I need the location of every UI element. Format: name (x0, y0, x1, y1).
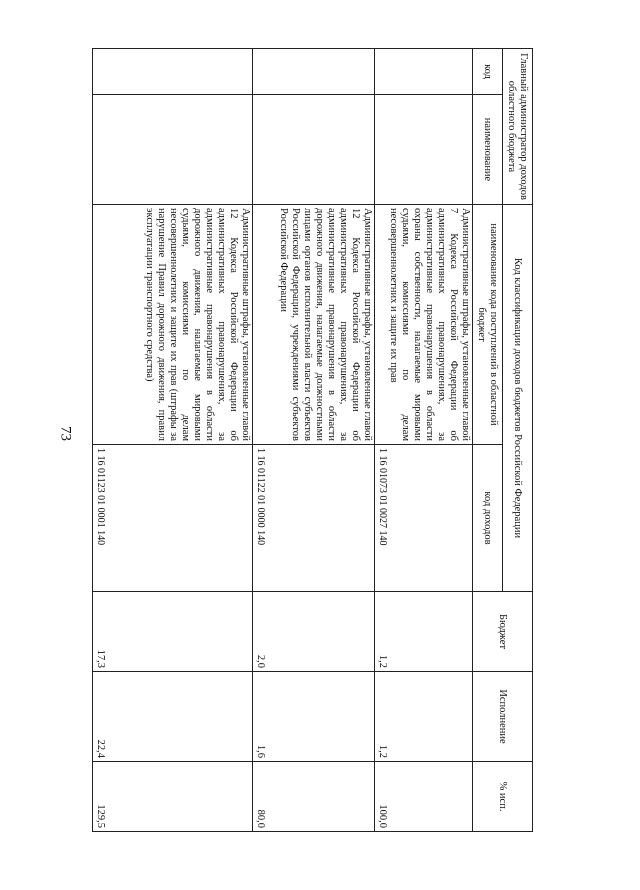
row-admin-name (375, 95, 473, 205)
header-budget: Бюджет (473, 592, 533, 672)
row-admin-code (253, 49, 375, 95)
header-admin-group: Главный администратор доходов областного бюджета (503, 49, 533, 205)
row-budget: 1,2 (375, 592, 473, 672)
row-budget: 2,0 (253, 592, 375, 672)
table-row (253, 49, 375, 832)
row-budget: 17,3 (93, 592, 253, 672)
row-execution: 1,6 (253, 672, 375, 762)
header-execution: Исполнение (473, 672, 533, 762)
row-percent: 80,0 (253, 762, 375, 832)
row-percent: 100,0 (375, 762, 473, 832)
row-income-name: Административные штрафы, установленные главой 12 Кодекса Российской Федерации об административных правонарушениях, за административные правонарушения в области дорожного движения, налагаемые мировыми судьями, комиссиями по делам несовершеннолетних и защите их прав (штрафы за нарушение Правил дорожного движения, правил эксплуатации транспортного средства) (93, 205, 253, 445)
table-row (93, 49, 253, 832)
header-classification-group: Код классификации доходов бюджетов Российской Федерации (503, 205, 533, 592)
row-income-code: 1 16 01123 01 0001 140 (93, 445, 253, 592)
table-row (375, 49, 473, 832)
row-execution: 1,2 (375, 672, 473, 762)
row-income-name: Административные штрафы, установленные главой 12 Кодекса Российской Федерации об административных правонарушениях, за административные правонарушения в области дорожного движения, налагаемые должностными лицами органов исполнительной власти субъектов Российской Федерации, учреждениями субъектов Российской Федерации (253, 205, 375, 445)
header-admin-name: наименование (473, 95, 503, 205)
row-income-name: Административные штрафы, установленные главой 7 Кодекса Российской Федерации об административных правонарушениях, за административные правонарушения в области охраны собственности, налагаемые мировыми судьями, комиссиями по делам несовершеннолетних и защите их прав (375, 205, 473, 445)
header-admin-code: код (473, 49, 503, 95)
header-income-code: код доходов (473, 445, 503, 592)
row-percent: 129,5 (93, 762, 253, 832)
header-percent: % исп. (473, 762, 533, 832)
page-number: 73 (57, 426, 74, 441)
row-admin-code (375, 49, 473, 95)
revenue-table (92, 48, 533, 832)
row-income-code: 1 16 01122 01 0000 140 (253, 445, 375, 592)
row-income-code: 1 16 01073 01 0027 140 (375, 445, 473, 592)
row-execution: 22,4 (93, 672, 253, 762)
header-income-name: наименование кода поступлений в областной бюджет (473, 205, 503, 445)
row-admin-name (93, 95, 253, 205)
row-admin-name (253, 95, 375, 205)
row-admin-code (93, 49, 253, 95)
rotated-table-container (93, 48, 533, 831)
